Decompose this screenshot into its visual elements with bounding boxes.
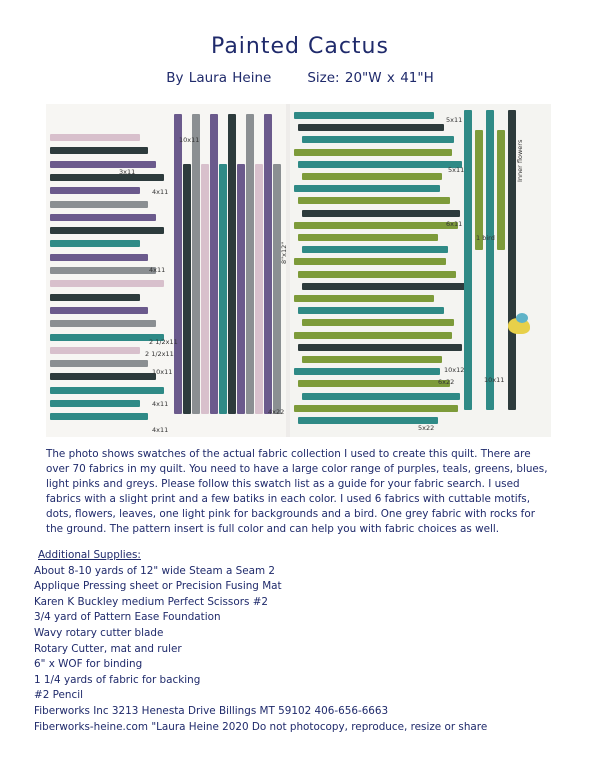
fabric-strip: [294, 295, 434, 302]
fabric-strip: [294, 405, 458, 412]
fabric-strip: [298, 307, 444, 314]
fabric-strip: [302, 173, 442, 180]
fabric-strip-vertical: [486, 110, 494, 410]
swatch-note: 2 1/2x11: [149, 338, 178, 346]
supply-item: Wavy rotary cutter blade: [34, 626, 164, 639]
supplies-heading: Additional Supplies:: [38, 549, 141, 561]
byline: [0, 70, 600, 86]
swatch-note: 3x11: [119, 168, 136, 176]
swatch-note: 10x11: [152, 368, 173, 376]
fabric-strip: [294, 368, 440, 375]
fabric-strip: [50, 174, 164, 181]
fabric-strip-vertical: [183, 164, 191, 414]
fabric-strip-vertical: [273, 164, 281, 414]
fabric-strip: [302, 136, 454, 143]
swatch-note: 4x11: [152, 426, 169, 434]
fabric-strip: [50, 227, 164, 234]
fabric-strip: [50, 134, 140, 141]
supply-item: Karen K Buckley medium Perfect Scissors #2: [34, 595, 269, 608]
fabric-strip: [298, 417, 438, 424]
fabric-strip: [50, 267, 156, 274]
supply-item: Rotary Cutter, mat and ruler: [34, 642, 182, 655]
swatch-note: 2 1/2x11: [145, 350, 174, 358]
fabric-strip: [294, 185, 440, 192]
fabric-strip: [50, 413, 148, 420]
fabric-strip: [50, 387, 164, 394]
size-label: Size: 20"W x 41"H: [307, 70, 434, 86]
fabric-strip-vertical: [246, 114, 254, 414]
fabric-strip: [50, 280, 164, 287]
fabric-strip-vertical: [497, 130, 505, 250]
swatch-note: 4x11: [152, 188, 169, 196]
fabric-strip: [50, 147, 148, 154]
fabric-strip: [298, 234, 438, 241]
swatch-note: Inner flowers: [516, 139, 524, 182]
fabric-strip: [302, 356, 442, 363]
fabric-strip-vertical: [475, 130, 483, 250]
fabric-strip: [302, 283, 466, 290]
fabric-strip: [50, 360, 148, 367]
fabric-strip: [50, 254, 148, 261]
fabric-strip-vertical: [464, 110, 472, 410]
swatch-note: 4x11: [152, 400, 169, 408]
swatch-note: 6x22: [438, 378, 455, 386]
fabric-strip: [298, 344, 462, 351]
fabric-strip-vertical: [201, 164, 209, 414]
supply-item: Fiberworks-heine.com "Laura Heine 2020 Do not photocopy, reproduce, resize or share: [34, 720, 488, 733]
fabric-strip: [302, 393, 460, 400]
supplies-list: [34, 564, 554, 736]
supply-item: 3/4 yard of Pattern Ease Foundation: [34, 611, 221, 624]
fabric-strip: [298, 197, 450, 204]
swatch-note: 4x11: [149, 266, 166, 274]
fabric-strip: [50, 307, 148, 314]
fabric-strip: [50, 320, 156, 327]
supply-item: Fiberworks Inc 3213 Henesta Drive Billings MT 59102 406-656-6663: [34, 704, 389, 717]
fabric-strip-vertical: [508, 110, 516, 410]
fabric-strip: [298, 124, 444, 131]
swatch-note: 10x12: [444, 366, 465, 374]
swatch-note: 10x11: [179, 136, 200, 144]
fabric-strip-vertical: [237, 164, 245, 414]
fabric-strip: [298, 161, 462, 168]
supply-item: Applique Pressing sheet or Precision Fusing Mat: [34, 580, 282, 593]
fabric-strip: [294, 332, 452, 339]
supply-item: About 8-10 yards of 12" wide Steam a Seam 2: [34, 564, 276, 577]
supply-item: 1 1/4 yards of fabric for backing: [34, 673, 201, 686]
fabric-strip: [50, 400, 140, 407]
author-label: By Laura Heine: [166, 70, 272, 86]
pattern-title: Painted Cactus: [211, 34, 389, 59]
fabric-strip-vertical: [264, 114, 272, 414]
fabric-strip: [50, 201, 148, 208]
swatch-note: 5x22: [418, 424, 435, 432]
additional-supplies: [34, 548, 554, 735]
fabric-strip: [50, 373, 156, 380]
fabric-strip-vertical: [255, 164, 263, 414]
supply-item: 6" x WOF for binding: [34, 658, 143, 671]
fabric-strip: [294, 149, 452, 156]
fabric-strip-vertical: [174, 114, 182, 414]
fabric-strip: [50, 347, 140, 354]
fabric-strip: [298, 271, 456, 278]
swatch-note: 1 bird: [476, 234, 495, 242]
fabric-strip-vertical: [192, 114, 200, 414]
swatch-note: 10x11: [484, 376, 505, 384]
swatch-note: 4x22: [268, 408, 285, 416]
bird-fabric-swatch: [508, 318, 530, 334]
fabric-strip: [50, 161, 156, 168]
fabric-strip-vertical: [210, 114, 218, 414]
fabric-strip-vertical: [228, 114, 236, 414]
fabric-strip-vertical: [219, 164, 227, 414]
supply-item: #2 Pencil: [34, 689, 83, 702]
fabric-strip: [294, 258, 446, 265]
fabric-strip: [302, 210, 460, 217]
fabric-strip: [50, 187, 140, 194]
swatch-note: 5x11: [448, 166, 465, 174]
fabric-strip: [302, 319, 454, 326]
fabric-strip: [298, 380, 450, 387]
fabric-strip: [50, 334, 164, 341]
swatch-note: 8"x12": [280, 241, 288, 264]
fabric-strip: [294, 112, 434, 119]
fabric-description: [46, 447, 554, 537]
description-paragraph: The photo shows swatches of the actual fabric collection I used to create this quilt. There are over 70 fabrics in my quilt. You need to have a large color range of purples, teals, greens, blues, light pinks and greys. Please follow this swatch list as a guide for your fabric search. I used fabrics with a slight print and a few batiks in each color. I used 6 fabrics with cuttable motifs, dots, flowers, leaves, one light pink for backgrounds and a bird. One grey fabric with rocks for the ground. The pattern insert is full color and can help you with fabric choices as well.: [46, 448, 548, 535]
fabric-strip: [302, 246, 448, 253]
fabric-strip: [50, 294, 140, 301]
fabric-strip: [50, 214, 156, 221]
fabric-strip: [50, 240, 140, 247]
swatch-note: 5x11: [446, 116, 463, 124]
fabric-strip: [294, 222, 458, 229]
swatch-note: 6x11: [446, 220, 463, 228]
fabric-swatch-photo: [46, 104, 551, 437]
